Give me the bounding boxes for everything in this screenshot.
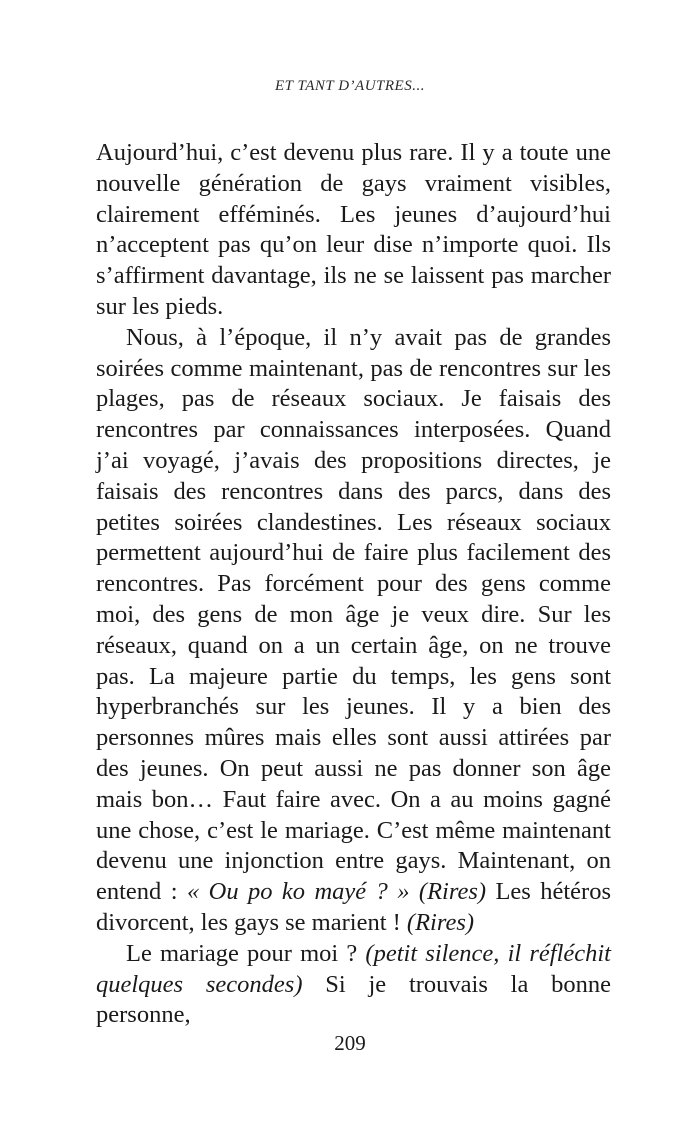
stage-direction-rires: (Rires) (418, 878, 487, 906)
page-number: 209 (334, 1031, 366, 1055)
paragraph-2-text: Nous, à l’époque, il n’y avait pas de grandes soirées comme maintenant, pas de rencontres sur les plages, pas de réseaux sociaux. Je faisais des rencontres par connaissances interposées. Quand j’ai voyagé, j’avais des propositions directes, je faisais des rencontres dans des parcs, dans des petites soirées clandestines. Les réseaux sociaux permettent aujourd’hui de faire plus facilement des rencontres. Pas forcément pour des gens comme moi, des gens de mon âge je veux dire. Sur les réseaux, quand on a un certain âge, on ne trouve pas. La majeure partie du temps, les gens sont hyperbranchés sur les jeunes. Il y a bien des personnes mûres mais elles sont aussi attirées par des jeunes. On peut aussi ne pas donner son âge mais bon… Faut faire avec. On a au moins gagné une chose, c’est le mariage. C’est même maintenant devenu une injonction entre gays. Maintenant, on entend : (96, 323, 611, 906)
paragraph-1: Aujourd’hui, c’est devenu plus rare. Il y a toute une nouvelle génération de gays vraiment visibles, clairement efféminés. Les jeunes d’aujourd’hui n’acceptent pas qu’on leur dise n’importe quoi. Ils s’affirment davantage, ils ne se laissent pas marcher sur les pieds. (96, 139, 611, 320)
stage-direction-silence: (petit silence, il réfléchit quelques secondes) (96, 939, 611, 998)
paragraph-3-end: Si je trouvais la bonne personne, (96, 970, 611, 1029)
paragraph-3-start: Le mariage pour moi ? (126, 939, 366, 967)
paragraph-3 (96, 939, 611, 1031)
paragraph-2-continuation: Les hétéros divorcent, les gays se marient ! (96, 878, 611, 936)
body-text (96, 138, 611, 1031)
running-header: ET TANT D’AUTRES... (275, 78, 425, 94)
stage-direction-rires-2: (Rires) (406, 908, 475, 936)
creole-quote: « Ou po ko mayé ? » (186, 878, 410, 906)
paragraph-2 (96, 323, 611, 939)
